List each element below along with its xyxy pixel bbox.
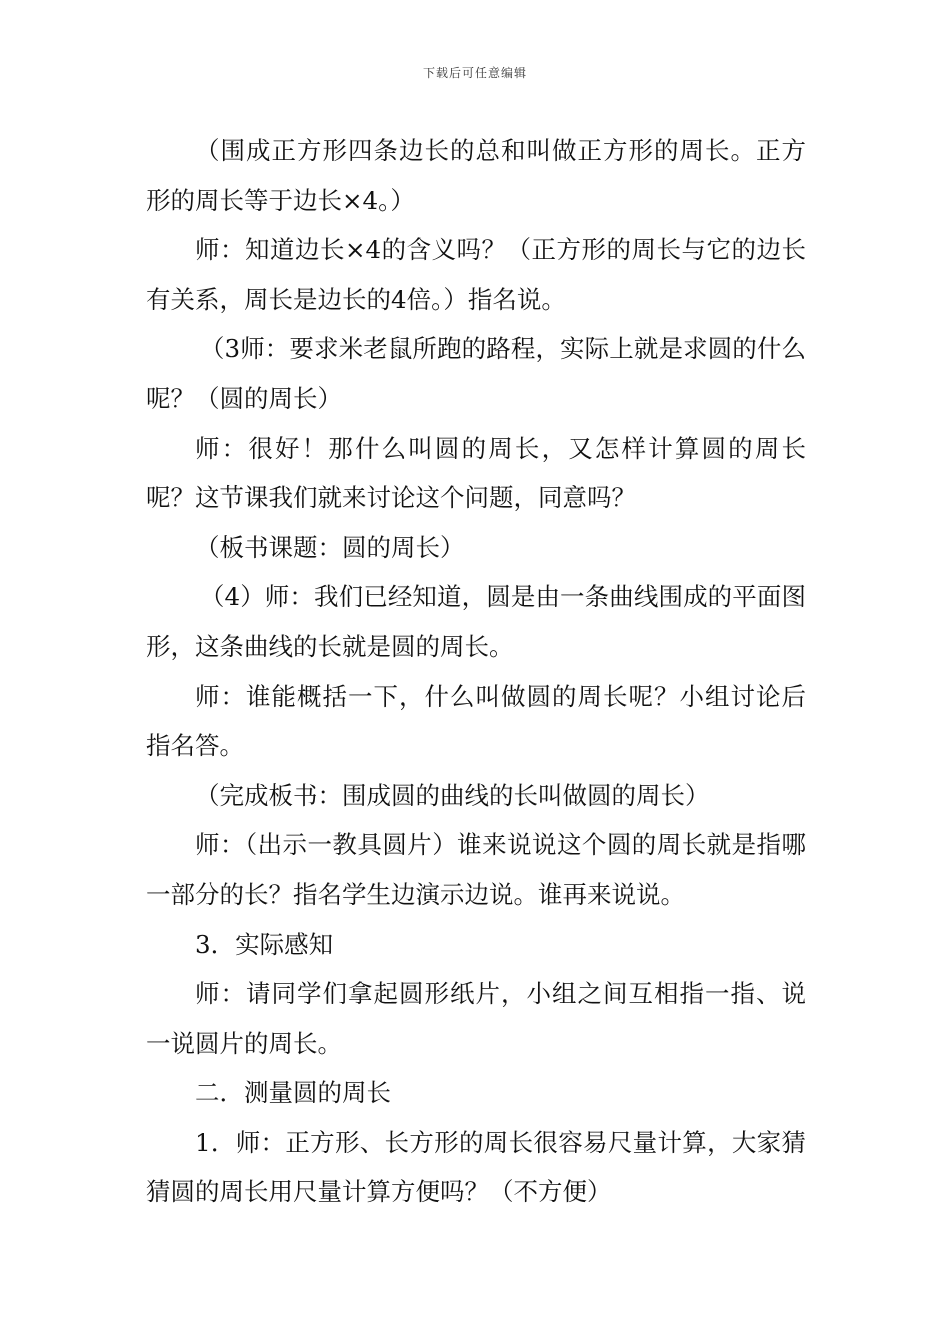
paragraph-9: 师：（出示一教具圆片）谁来说说这个圆的周长就是指哪一部分的长？指名学生边演示边说。谁再来说说。 <box>146 830 806 909</box>
paragraph-4: 师：很好！那什么叫圆的周长，又怎样计算圆的周长呢？这节课我们就来讨论这个问题，同意吗？ <box>146 433 806 513</box>
paragraph-7: 师：谁能概括一下，什么叫做圆的周长呢？小组讨论后指名答。 <box>146 681 806 761</box>
page-header: 下载后可任意编辑 <box>422 66 527 80</box>
paragraph-8: （完成板书：围成圆的曲线的长叫做圆的周长） <box>195 780 710 810</box>
section-heading-3: 3．实际感知 <box>195 929 334 959</box>
paragraph-6: （4）师：我们已经知道，圆是由一条曲线围成的平面图形，这条曲线的长就是圆的周长。 <box>146 582 806 661</box>
paragraph-11: 1．师：正方形、长方形的周长很容易尺量计算，大家猜猜圆的周长用尺量计算方便吗？（不方便） <box>146 1127 806 1207</box>
paragraph-2: 师：知道边长×4的含义吗？（正方形的周长与它的边长有关系，周长是边长的4倍。）指名说。 <box>146 235 806 314</box>
paragraph-5: （板书课题：圆的周长） <box>195 532 465 562</box>
document-body <box>146 126 806 1217</box>
section-heading-2: 二．测量圆的周长 <box>195 1078 391 1108</box>
paragraph-1: （围成正方形四条边长的总和叫做正方形的周长。正方形的周长等于边长×4。） <box>146 136 806 215</box>
paragraph-10: 师：请同学们拿起圆形纸片，小组之间互相指一指、说一说圆片的周长。 <box>146 979 806 1058</box>
paragraph-3: （3师：要求米老鼠所跑的路程，实际上就是求圆的什么呢？（圆的周长） <box>146 334 806 413</box>
